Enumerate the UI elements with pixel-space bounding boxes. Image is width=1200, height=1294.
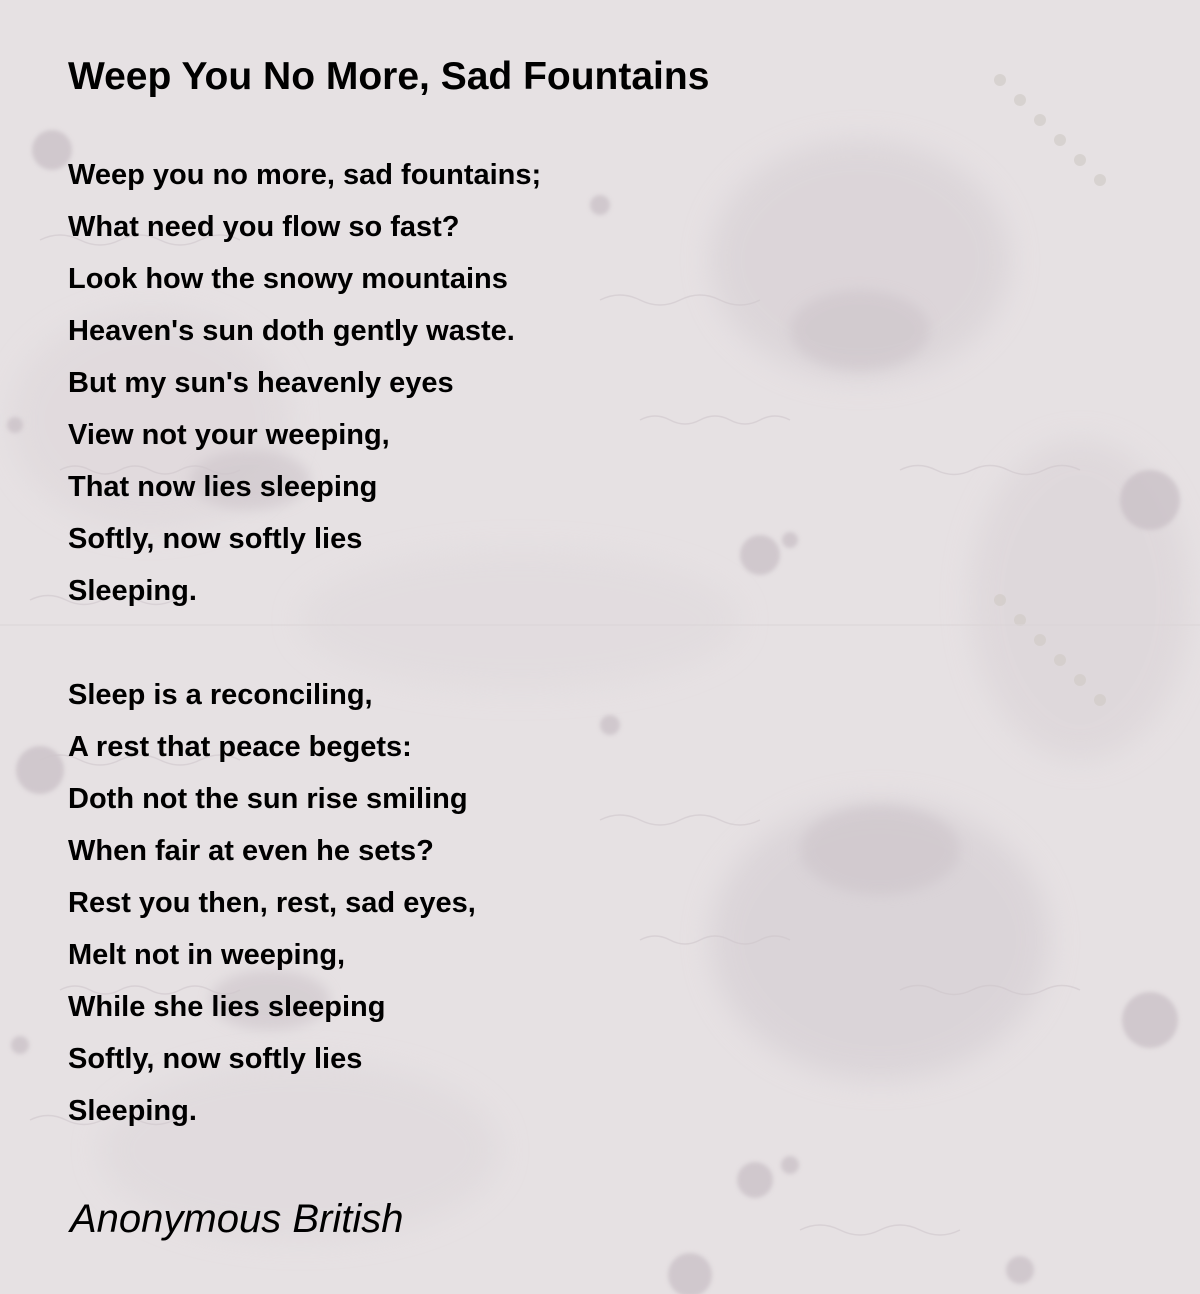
poem-line: Heaven's sun doth gently waste.	[68, 315, 515, 347]
stanza-2	[68, 669, 476, 1137]
poem-line: But my sun's heavenly eyes	[68, 367, 454, 399]
poem-line: While she lies sleeping	[68, 991, 386, 1023]
poem-line: View not your weeping,	[68, 419, 390, 451]
poem-author: Anonymous British	[70, 1197, 404, 1241]
poem-line: Sleeping.	[68, 575, 197, 607]
poem-line: Look how the snowy mountains	[68, 263, 508, 295]
poem-line: Doth not the sun rise smiling	[68, 783, 468, 815]
poem-line: That now lies sleeping	[68, 471, 378, 503]
poem-title: Weep You No More, Sad Fountains	[68, 55, 710, 98]
poem-line: When fair at even he sets?	[68, 835, 434, 867]
poem-line: Softly, now softly lies	[68, 523, 363, 555]
poem-line: Sleeping.	[68, 1095, 197, 1127]
poem-line: Sleep is a reconciling,	[68, 679, 373, 711]
poem-line: Weep you no more, sad fountains;	[68, 159, 542, 191]
poem-line: Rest you then, rest, sad eyes,	[68, 887, 476, 919]
poem-line: Softly, now softly lies	[68, 1043, 363, 1075]
stanza-1	[68, 149, 541, 617]
poem-line: A rest that peace begets:	[68, 731, 412, 763]
poem-line: Melt not in weeping,	[68, 939, 346, 971]
poem-line: What need you flow so fast?	[68, 211, 460, 243]
